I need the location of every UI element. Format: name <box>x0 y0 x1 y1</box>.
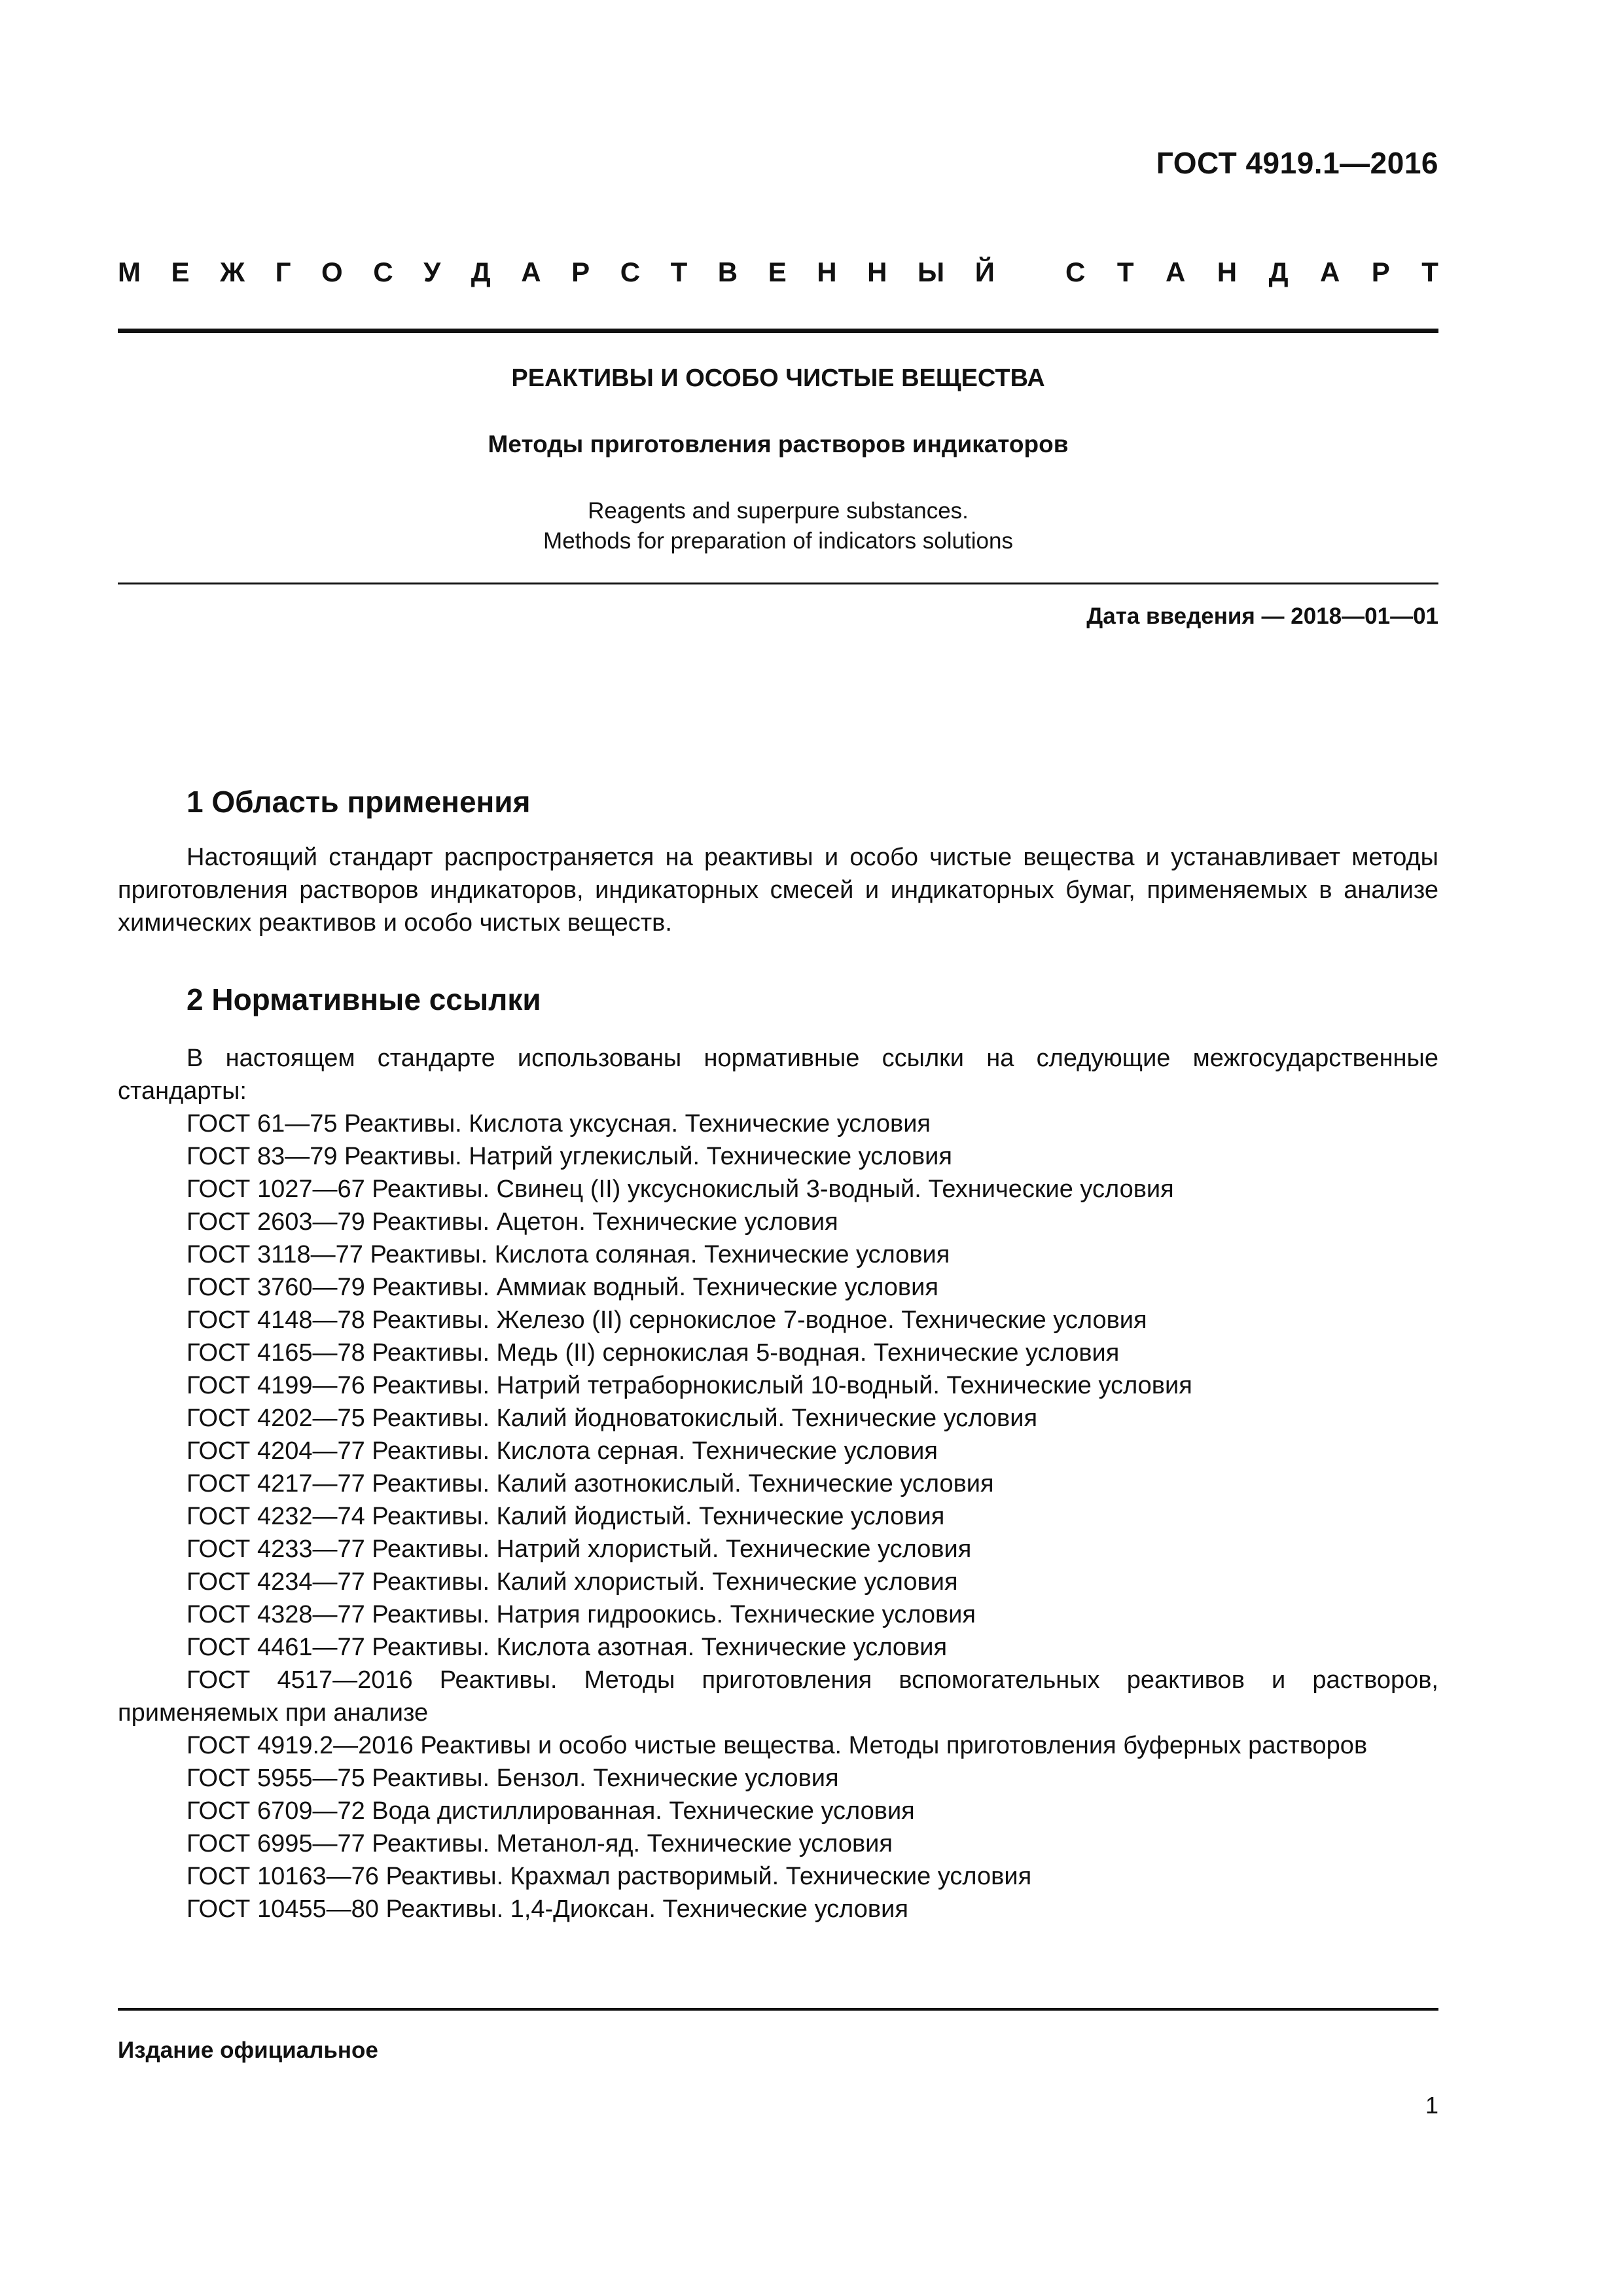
english-title-line2: Methods for preparation of indicators solutions <box>543 528 1013 554</box>
heading-letter: Н <box>867 257 887 287</box>
reference-item: ГОСТ 4204—77 Реактивы. Кислота серная. Технические условия <box>187 1437 938 1465</box>
document-subtitle: Методы приготовления растворов индикаторов <box>488 431 1069 457</box>
standard-kind-heading <box>118 257 1438 288</box>
standard-kind-word2 <box>1065 257 1438 288</box>
section2-intro-body: В настоящем стандарте использованы нормативные ссылки на следующие межгосударственные стандарты: <box>118 1045 1438 1105</box>
introduction-date: Дата введения — 2018—01—01 <box>1086 603 1438 629</box>
reference-item: ГОСТ 4202—75 Реактивы. Калий йодноватокислый. Технические условия <box>187 1405 1038 1432</box>
reference-item: ГОСТ 4234—77 Реактивы. Калий хлористый. Технические условия <box>187 1568 958 1596</box>
reference-item: ГОСТ 4148—78 Реактивы. Железо (II) сернокислое 7-водное. Технические условия <box>187 1306 1147 1334</box>
heading-letter: В <box>717 257 738 287</box>
reference-item: ГОСТ 4232—74 Реактивы. Калий йодистый. Технические условия <box>187 1503 945 1530</box>
top-divider <box>118 329 1438 333</box>
english-title <box>118 496 1438 556</box>
standard-kind-word1 <box>118 257 995 288</box>
section1-text-body: Настоящий стандарт распространяется на реактивы и особо чистые вещества и устанавливает методы приготовления растворов индикаторов, индикаторных смесей и индикаторных бумаг, применяемых в анализе химических реактивов и особо чистых веществ. <box>118 844 1438 937</box>
reference-item: ГОСТ 61—75 Реактивы. Кислота уксусная. Технические условия <box>187 1110 931 1138</box>
heading-letter: Ж <box>220 257 245 287</box>
section2-intro <box>118 1042 1438 1107</box>
heading-letter: Й <box>974 257 995 287</box>
heading-letter: С <box>373 257 393 287</box>
reference-item: ГОСТ 4165—78 Реактивы. Медь (II) сернокислая 5-водная. Технические условия <box>187 1339 1120 1367</box>
reference-item: ГОСТ 10163—76 Реактивы. Крахмал растворимый. Технические условия <box>187 1863 1032 1890</box>
reference-item: ГОСТ 6709—72 Вода дистиллированная. Технические условия <box>187 1797 915 1825</box>
heading-letter: Т <box>1116 257 1134 287</box>
heading-letter: У <box>423 257 441 287</box>
heading-letter: А <box>1319 257 1340 287</box>
heading-letter: Ы <box>918 257 945 287</box>
document-number: ГОСТ 4919.1—2016 <box>1156 146 1438 180</box>
heading-letter: С <box>1065 257 1086 287</box>
reference-item: ГОСТ 4217—77 Реактивы. Калий азотнокислый. Технические условия <box>187 1470 994 1498</box>
heading-letter: Т <box>670 257 688 287</box>
bottom-divider <box>118 2008 1438 2011</box>
heading-letter: О <box>321 257 343 287</box>
reference-item: ГОСТ 10455—80 Реактивы. 1,4-Диоксан. Технические условия <box>187 1895 908 1923</box>
reference-list <box>118 1107 1438 1926</box>
reference-item: ГОСТ 4919.2—2016 Реактивы и особо чистые вещества. Методы приготовления буферных растворов <box>187 1732 1368 1759</box>
heading-letter: М <box>118 257 141 287</box>
heading-letter: Н <box>1217 257 1238 287</box>
heading-letter: А <box>1165 257 1186 287</box>
reference-item: ГОСТ 4199—76 Реактивы. Натрий тетраборнокислый 10-водный. Технические условия <box>187 1372 1192 1399</box>
heading-letter: А <box>521 257 541 287</box>
reference-item: ГОСТ 6995—77 Реактивы. Метанол-яд. Технические условия <box>187 1830 893 1857</box>
reference-item: ГОСТ 4233—77 Реактивы. Натрий хлористый. Технические условия <box>187 1535 972 1563</box>
document-title: РЕАКТИВЫ И ОСОБО ЧИСТЫЕ ВЕЩЕСТВА <box>511 365 1045 392</box>
reference-item: ГОСТ 83—79 Реактивы. Натрий углекислый. Технические условия <box>187 1143 952 1170</box>
heading-letter: Н <box>817 257 837 287</box>
heading-letter: Р <box>571 257 590 287</box>
english-title-line1: Reagents and superpure substances. <box>588 498 969 524</box>
heading-letter: Е <box>171 257 190 287</box>
reference-item: ГОСТ 1027—67 Реактивы. Свинец (II) уксуснокислый 3-водный. Технические условия <box>187 1175 1174 1203</box>
edition-label: Издание официальное <box>118 2037 378 2063</box>
heading-letter: С <box>620 257 641 287</box>
reference-item: ГОСТ 2603—79 Реактивы. Ацетон. Технические условия <box>187 1208 838 1236</box>
title-divider <box>118 583 1438 584</box>
section1-text <box>118 841 1438 939</box>
reference-item: ГОСТ 3118—77 Реактивы. Кислота соляная. Технические условия <box>187 1241 950 1268</box>
reference-item: ГОСТ 3760—79 Реактивы. Аммиак водный. Технические условия <box>187 1274 938 1301</box>
page-number: 1 <box>1425 2092 1438 2119</box>
heading-letter: Р <box>1371 257 1390 287</box>
reference-item: ГОСТ 4461—77 Реактивы. Кислота азотная. Технические условия <box>187 1634 948 1661</box>
reference-item: ГОСТ 4328—77 Реактивы. Натрия гидроокись. Технические условия <box>187 1601 976 1628</box>
reference-item: ГОСТ 5955—75 Реактивы. Бензол. Технические условия <box>187 1765 839 1792</box>
heading-letter: Е <box>768 257 787 287</box>
section1-heading: 1 Область применения <box>187 785 531 819</box>
heading-letter: Г <box>275 257 291 287</box>
reference-item: ГОСТ 4517—2016 Реактивы. Методы приготовления вспомогательных реактивов и растворов, применяемых при анализе <box>118 1666 1438 1727</box>
heading-letter: Д <box>1268 257 1289 287</box>
heading-letter: Д <box>471 257 491 287</box>
section2-heading: 2 Нормативные ссылки <box>187 982 541 1016</box>
heading-letter: Т <box>1421 257 1438 287</box>
